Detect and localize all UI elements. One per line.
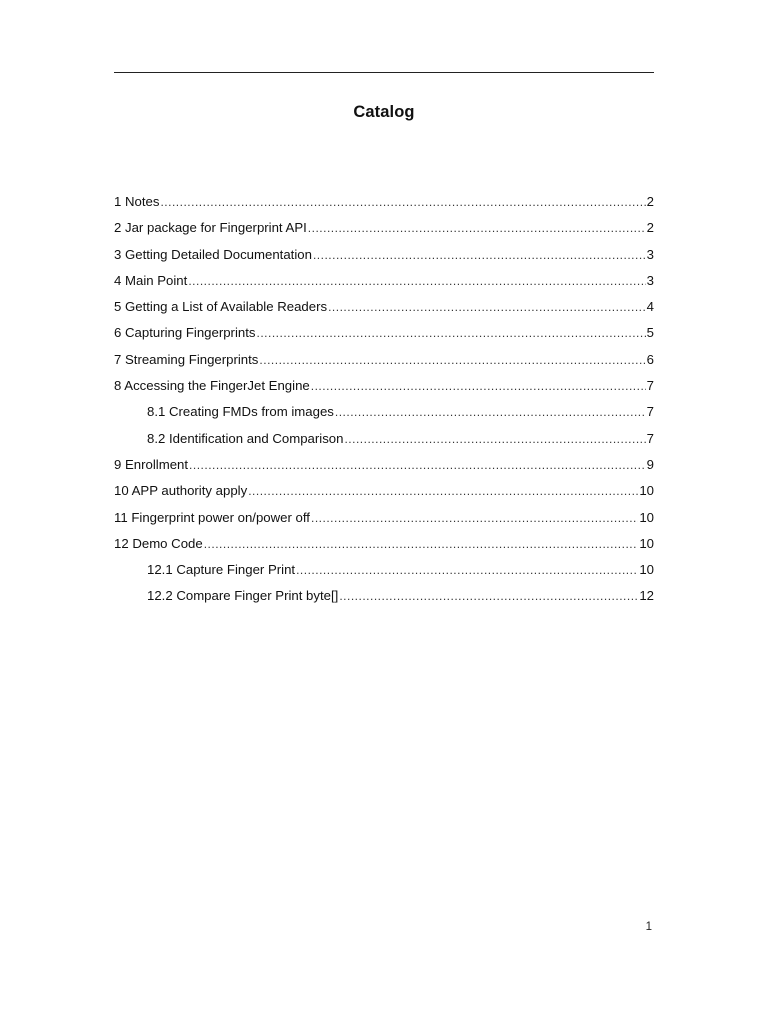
toc-entry[interactable] xyxy=(114,428,654,454)
toc-entry-page: 3 xyxy=(646,272,654,288)
toc-entry[interactable] xyxy=(114,191,654,217)
toc-entry-page: 7 xyxy=(646,430,654,446)
toc-dot-leader xyxy=(328,296,646,318)
page-number: 1 xyxy=(645,921,652,933)
toc-entry-label: 4 Main Point xyxy=(114,272,188,288)
toc-entry-page: 3 xyxy=(646,246,654,262)
toc-entry[interactable] xyxy=(114,454,654,480)
toc-entry-page: 12 xyxy=(639,588,654,604)
toc-entry[interactable] xyxy=(114,270,654,296)
toc-dot-leader xyxy=(313,244,646,266)
toc-entry[interactable] xyxy=(114,401,654,427)
toc-dot-leader xyxy=(311,375,646,397)
toc-entry-page: 7 xyxy=(646,378,654,394)
toc-dot-leader xyxy=(204,533,639,555)
toc-entry-label: 3 Getting Detailed Documentation xyxy=(114,246,312,262)
toc-entry-page: 4 xyxy=(646,299,654,315)
toc-entry-page: 5 xyxy=(646,325,654,341)
toc-entry-label: 1 Notes xyxy=(114,194,160,209)
toc-entry-label: 12.1 Capture Finger Print xyxy=(147,562,296,578)
toc-entry-label: 5 Getting a List of Available Readers xyxy=(114,299,328,315)
toc-entry-page: 10 xyxy=(639,483,654,499)
toc-dot-leader xyxy=(296,559,638,581)
toc-entry-label: 8.2 Identification and Comparison xyxy=(147,430,344,446)
table-of-contents xyxy=(114,191,654,612)
toc-entry-page: 10 xyxy=(639,562,654,578)
toc-entry[interactable] xyxy=(114,322,654,348)
page-title: Catalog xyxy=(353,103,415,121)
toc-entry[interactable] xyxy=(114,296,654,322)
toc-dot-leader xyxy=(160,191,645,213)
toc-entry[interactable] xyxy=(114,349,654,375)
toc-entry[interactable] xyxy=(114,375,654,401)
toc-entry[interactable] xyxy=(114,244,654,270)
toc-dot-leader xyxy=(344,428,645,450)
toc-entry[interactable] xyxy=(114,480,654,506)
toc-dot-leader xyxy=(256,322,645,344)
toc-entry-label: 8.1 Creating FMDs from images xyxy=(147,404,334,420)
toc-entry[interactable] xyxy=(114,217,654,243)
toc-entry-page: 10 xyxy=(639,535,654,551)
toc-entry-label: 12.2 Compare Finger Print byte[] xyxy=(147,588,339,604)
header-rule xyxy=(114,72,654,73)
toc-dot-leader xyxy=(188,270,645,292)
toc-dot-leader xyxy=(308,217,646,239)
toc-entry-label: 12 Demo Code xyxy=(114,535,203,551)
toc-entry-page: 6 xyxy=(646,351,654,367)
toc-entry-label: 7 Streaming Fingerprints xyxy=(114,351,259,367)
toc-entry-label: 11 Fingerprint power on/power off xyxy=(114,509,310,525)
toc-dot-leader xyxy=(248,480,638,502)
toc-entry[interactable] xyxy=(114,585,654,611)
toc-dot-leader xyxy=(189,454,646,476)
toc-entry-page: 9 xyxy=(646,456,654,472)
toc-entry-label: 6 Capturing Fingerprints xyxy=(114,325,256,341)
toc-entry[interactable] xyxy=(114,507,654,533)
toc-entry-page: 10 xyxy=(639,509,654,525)
toc-entry-label: 10 APP authority apply xyxy=(114,483,248,499)
toc-dot-leader xyxy=(339,585,638,607)
toc-entry[interactable] xyxy=(114,559,654,585)
toc-entry-label: 8 Accessing the FingerJet Engine xyxy=(114,378,310,394)
toc-entry[interactable] xyxy=(114,533,654,559)
toc-entry-label: 9 Enrollment xyxy=(114,456,189,472)
toc-entry-page: 2 xyxy=(646,220,654,236)
toc-dot-leader xyxy=(259,349,645,371)
toc-entry-page: 2 xyxy=(646,194,654,209)
toc-entry-label: 2 Jar package for Fingerprint API xyxy=(114,220,307,236)
toc-dot-leader xyxy=(311,507,638,529)
toc-dot-leader xyxy=(335,401,646,423)
toc-entry-page: 7 xyxy=(646,404,654,420)
